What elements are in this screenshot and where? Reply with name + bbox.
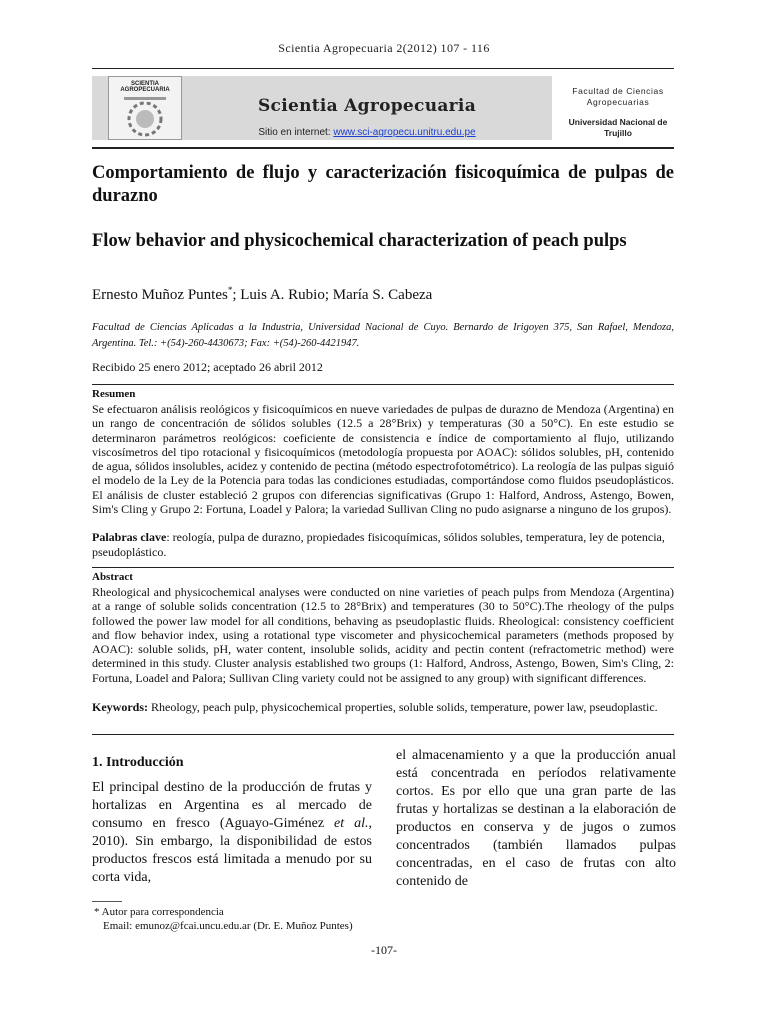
- palabras-clave: [92, 530, 674, 560]
- cover-title: SCIENTIA AGROPECUARIA: [120, 81, 170, 93]
- intro-left-column: [92, 779, 372, 887]
- resumen-rule: [92, 384, 674, 385]
- title-spanish: Comportamiento de flujo y caracterización fisicoquímica de pulpas de durazno: [92, 163, 674, 206]
- footnote-rule: [92, 901, 122, 902]
- journal-cover-thumbnail: [108, 76, 182, 140]
- intro-heading: 1. Introducción: [92, 755, 184, 770]
- abstract-rule-bottom: [92, 734, 674, 735]
- journal-website-row: [182, 127, 552, 138]
- faculty-line1: Facultad de Ciencias: [572, 86, 664, 96]
- keywords-label: Keywords:: [92, 700, 148, 714]
- intro-right-column: el almacenamiento y a que la producción anual está concentrada en períodos relativamente cortos. Es por ello que una gran parte de las frutas y hortalizas se destinan a la elaboración de productos en conserva y de jugos o zumos concentrados (también llamados pulpas concentradas, en el caso de frutas con alto contenido de: [396, 748, 676, 889]
- abstract-heading: Abstract: [92, 571, 133, 583]
- cover-gear-icon: [118, 95, 172, 139]
- footnote-line1: * Autor para correspondencia: [94, 906, 224, 918]
- footnote: [94, 905, 353, 933]
- affiliation: Facultad de Ciencias Aplicadas a la Industria, Universidad Nacional de Cuyo. Bernardo de Irigoyen 375, San Rafael, Mendoza, Argentina. Tel.: +(54)-260-4430673; Fax: +(54)-260-4421947.: [92, 322, 674, 349]
- journal-name: Scientia Agropecuaria: [257, 96, 477, 116]
- intro-left-italic: et al.: [334, 816, 369, 831]
- abstract-text: Rheological and physicochemical analyses were conducted on nine varieties of peach pulps from Mendoza (Argentina) at a range of soluble solids concentration (12.5 to 28°Brix) and temperatures (30 to 50°C).The rheology of the pulps followed the power law model for all conditions, behaving as pseudoplastic fluids. Rheological: consistency coefficient and flow behavior index, using a rotational type viscometer and physicochemical parameters (methods proposed by AOAC): soluble solids, pH, water content, insoluble solids, acidity and pectin content (refractometric method) were determined in this study. Cluster analysis established two groups (1: Halford, Andross, Astengo, Bowen, Sim's Cling, 2: Fortuna, Loadel and Palora; Sullivan Cling variety could not be assigned to any group) with significant differences.: [92, 585, 674, 685]
- palabras-clave-label: Palabras clave: [92, 530, 167, 544]
- authors-rest: ; Luis A. Rubio; María S. Cabeza: [232, 287, 433, 303]
- corresponding-marker: *: [227, 285, 233, 295]
- keywords: [92, 700, 674, 715]
- header-rule-top: [92, 68, 674, 69]
- received-dates: Recibido 25 enero 2012; aceptado 26 abril 2012: [92, 360, 323, 374]
- faculty-line2: Agropecuarias: [586, 97, 650, 107]
- intro-left-text: El principal destino de la producción de frutas y hortalizas en Argentina es al mercado de consumo en fresco (Aguayo-Giménez: [92, 780, 372, 831]
- website-link[interactable]: www.sci-agropecu.unitru.edu.pe: [333, 127, 476, 138]
- intro-left-text-end: , 2010). Sin embargo, la disponibilidad de estos productos frescos está limitada a menudo por su corta vida,: [92, 816, 372, 885]
- faculty-name: [560, 86, 676, 108]
- author-1: Ernesto Muñoz Puntes: [92, 287, 228, 303]
- university-line2: Trujillo: [604, 128, 632, 138]
- header-rule-bottom: [92, 147, 674, 149]
- university-line1: Universidad Nacional de: [568, 117, 668, 127]
- resumen-heading: Resumen: [92, 388, 136, 400]
- authors: [92, 285, 432, 304]
- page-number: -107-: [371, 943, 397, 957]
- palabras-clave-text: : reología, pulpa de durazno, propiedades fisicoquímicas, sólidos solubles, temperatura, ley de potencia, pseudoplástico.: [92, 530, 665, 559]
- resumen-text: Se efectuaron análisis reológicos y fisicoquímicos en nueve variedades de pulpas de durazno de Mendoza (Argentina) en un rango de concentración de sólidos solubles (12.5 a 28°Brix) y temperaturas (30 a 50°C). En este estudio se determinaron parámetros reológicos: coeficiente de consistencia e índice de comportamiento al flujo, utilizando viscosímetros del tipo rotacional y fisicoquímicos (metodología propuesta por AOAC): sólidos solubles, pH, contenido de agua, sólidos insolubles, acidez y contenido de pectina (método espectrofotométrico). La reología de las pulpas siguió el modelo de la Ley de la Potencia para todas las condiciones estudiadas, comportándose como fluidos pseudoplásticos. El análisis de cluster estableció 2 grupos con diferencias significativas (Grupo 1: Halford, Andross, Astengo, Bowen, Sim's Cling y Grupo 2: Fortuna, Loadel y Palora; la variedad Sullivan Cling no pudo asignarse a ninguno de los grupos).: [92, 402, 674, 517]
- university-name: [560, 117, 676, 139]
- keywords-text: Rheology, peach pulp, physicochemical properties, soluble solids, temperature, power law, pseudoplastic.: [148, 700, 658, 714]
- website-label: Sitio en internet:: [258, 127, 331, 138]
- footnote-email: Email: emunoz@fcai.uncu.edu.ar (Dr. E. Muñoz Puntes): [103, 920, 353, 932]
- title-english: Flow behavior and physicochemical characterization of peach pulps: [92, 231, 627, 251]
- running-header: Scientia Agropecuaria 2(2012) 107 - 116: [278, 41, 490, 55]
- abstract-rule: [92, 567, 674, 568]
